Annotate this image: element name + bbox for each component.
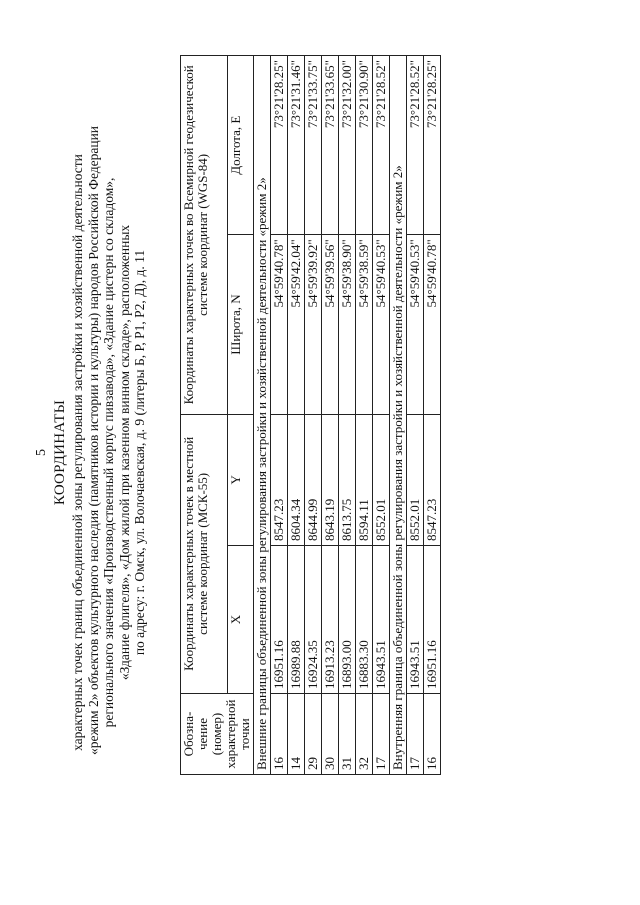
subtitle-line: «Здание флигеля», «Дом жилой при казенном винном складе», расположенных (116, 224, 132, 681)
header-y: Y (228, 414, 254, 545)
page-number: 5 (34, 449, 49, 456)
point-cell: 17 (373, 694, 390, 775)
latitude-cell: 54°59'39.56" (322, 235, 339, 414)
table-row (288, 56, 305, 775)
latitude-cell: 54°59'40.78" (271, 235, 288, 414)
section-row (254, 56, 271, 775)
point-cell: 32 (356, 694, 373, 775)
longitude-cell: 73°21'33.75" (305, 56, 322, 235)
subheader-row (228, 56, 254, 775)
point-cell: 17 (407, 694, 424, 775)
header-wgs-group: Координаты характерных точек во Всемирной геодезической системе координат (WGS-84) (181, 56, 228, 415)
subtitle-line: регионального значения «Производственный корпус пивзавода», «Здание цистерн со складом», (101, 177, 116, 728)
y-cell: 8613.75 (339, 414, 356, 545)
x-cell: 16951.16 (424, 546, 441, 694)
table-row (407, 56, 424, 775)
table-row (339, 56, 356, 775)
y-cell: 8604.34 (288, 414, 305, 545)
header-row (181, 56, 228, 775)
subtitle-line: характерных точек границ объединенной зоны регулирования застройки и хозяйственной деятельности (70, 154, 85, 751)
latitude-cell: 54°59'42.04" (288, 235, 305, 414)
table-row (271, 56, 288, 775)
table-row (305, 56, 322, 775)
section-row (390, 56, 407, 775)
latitude-cell: 54°59'39.92" (305, 235, 322, 414)
table-row (356, 56, 373, 775)
subtitle-line: по адресу: г. Омск, ул. Волочаевская, д. 9 (литеры Б, Р, Р1, Р2, Д), д. 11 (132, 249, 147, 656)
subtitle-line: «режим 2» объектов культурного наследия (памятников истории и культуры) народов Российской Федерации (85, 125, 101, 755)
coordinates-table (180, 55, 441, 775)
header-lon: Долгота, E (228, 56, 254, 235)
x-cell: 16893.00 (339, 546, 356, 694)
section-title: Внешние границы объединенной зоны регулирования застройки и хозяйственной деятельности «режим 2» (254, 56, 271, 775)
table-row (424, 56, 441, 775)
x-cell: 16989.88 (288, 546, 305, 694)
point-cell: 16 (271, 694, 288, 775)
point-cell: 29 (305, 694, 322, 775)
header-msk-group: Координаты характерных точек в местной системе координат (МСК-55) (181, 414, 228, 693)
latitude-cell: 54°59'40.78" (424, 235, 441, 414)
section-title: Внутренняя граница объединенной зоны регулирования застройки и хозяйственной деятельности «режим 2» (390, 56, 407, 775)
point-cell: 30 (322, 694, 339, 775)
point-cell: 16 (424, 694, 441, 775)
table-body (254, 56, 441, 775)
latitude-cell: 54°59'40.53" (373, 235, 390, 414)
header-lat: Широта, N (228, 235, 254, 414)
point-cell: 14 (288, 694, 305, 775)
x-cell: 16924.35 (305, 546, 322, 694)
latitude-cell: 54°59'38.59" (356, 235, 373, 414)
x-cell: 16951.16 (271, 546, 288, 694)
longitude-cell: 73°21'28.52" (407, 56, 424, 235)
y-cell: 8594.11 (356, 414, 373, 545)
longitude-cell: 73°21'28.25" (424, 56, 441, 235)
table-row (373, 56, 390, 775)
document-subtitle (70, 125, 148, 755)
header-point: Обозна- чение (номер) характерной точки (181, 694, 254, 775)
longitude-cell: 73°21'31.46" (288, 56, 305, 235)
header-x: X (228, 546, 254, 694)
y-cell: 8643.19 (322, 414, 339, 545)
longitude-cell: 73°21'32.00" (339, 56, 356, 235)
latitude-cell: 54°59'38.90" (339, 235, 356, 414)
longitude-cell: 73°21'28.52" (373, 56, 390, 235)
x-cell: 16883.30 (356, 546, 373, 694)
document-title: КООРДИНАТЫ (52, 399, 68, 506)
y-cell: 8552.01 (407, 414, 424, 545)
x-cell: 16943.51 (407, 546, 424, 694)
longitude-cell: 73°21'30.90" (356, 56, 373, 235)
y-cell: 8644.99 (305, 414, 322, 545)
longitude-cell: 73°21'28.25" (271, 56, 288, 235)
y-cell: 8547.23 (271, 414, 288, 545)
latitude-cell: 54°59'40.53" (407, 235, 424, 414)
point-cell: 31 (339, 694, 356, 775)
x-cell: 16943.51 (373, 546, 390, 694)
y-cell: 8552.01 (373, 414, 390, 545)
y-cell: 8547.23 (424, 414, 441, 545)
table-row (322, 56, 339, 775)
x-cell: 16913.23 (322, 546, 339, 694)
longitude-cell: 73°21'33.65" (322, 56, 339, 235)
